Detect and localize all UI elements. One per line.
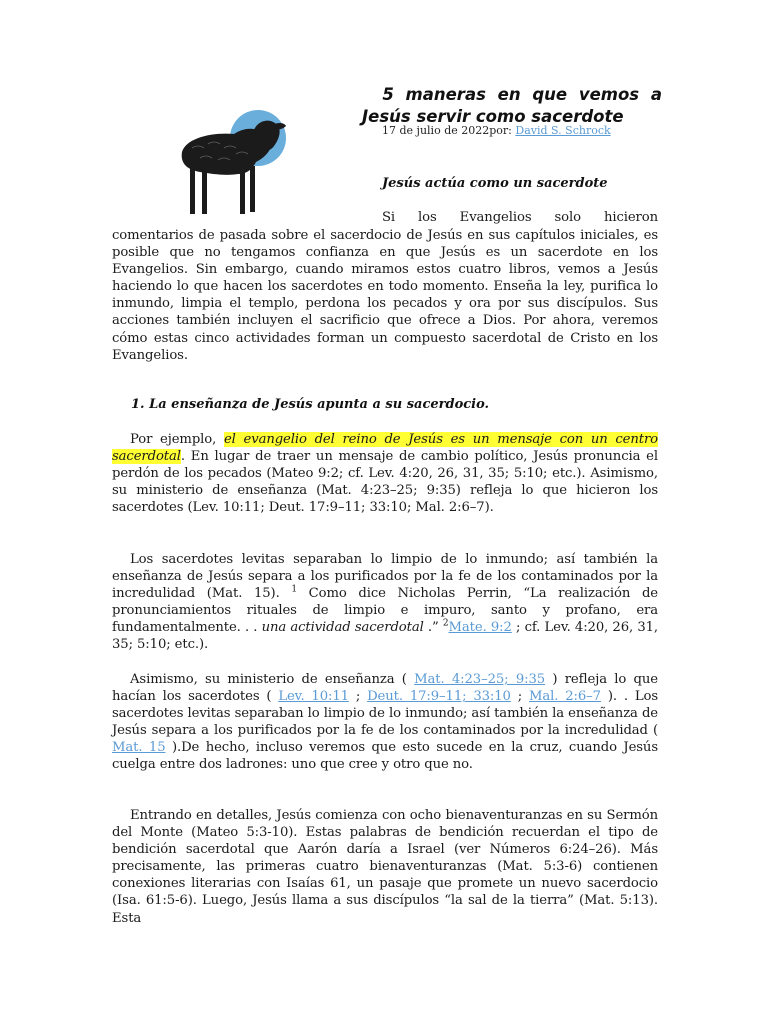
scripture-link[interactable]: Lev. 10:11 — [278, 689, 349, 705]
author-link[interactable]: David S. Schrock — [515, 124, 611, 137]
title-line-2: Jesús servir como sacerdote — [362, 107, 624, 126]
section-heading: Jesús actúa como un sacerdote — [382, 176, 608, 191]
lamb-leg — [250, 166, 255, 212]
paragraph-text: Los sacerdotes levitas separaban lo limpio de lo inmundo; así también la enseñanza de Jesús separa a los purificados por la fe de los contaminados por la incredulidad (Mat. 15). — [112, 552, 658, 602]
article-title — [362, 84, 662, 128]
lamb-leg — [202, 170, 207, 214]
lamb-leg — [240, 168, 245, 214]
scripture-link[interactable]: Mate. 9:2 — [448, 620, 512, 636]
paragraph-ministry — [112, 671, 658, 774]
scripture-link[interactable]: Deut. 17:9–11; 33:10 — [367, 689, 511, 705]
paragraph-teaching — [112, 431, 658, 516]
paragraph-text: ). . Los sacerdotes levitas separaban lo limpio de lo inmundo; así también la enseñanza de Jesús separa a los purificados por la fe de los contaminados por la incredulidad ( — [112, 689, 659, 739]
paragraph-text: Como dice Nicholas Perrin, “La realización de pronunciamientos rituales de limpio e impuro, santo y profano, era fundamentalmente. . . — [112, 586, 658, 636]
paragraph-intro — [112, 227, 658, 364]
highlighted-text: el evangelio del reino de Jesús es un mensaje con un centro sacerdotal — [112, 432, 658, 465]
paragraph-text: .” — [423, 620, 443, 636]
paragraph-text: ; — [348, 689, 368, 705]
lamb-illustration — [172, 108, 348, 222]
italic-text: una actividad sacerdotal — [261, 620, 424, 636]
paragraph-text: ).De hecho, incluso veremos que esto sucede en la cruz, cuando Jesús cuelga entre dos ladrones: uno que cree y otro que no. — [112, 740, 658, 773]
scripture-link[interactable]: Mat. 4:23–25; 9:35 — [414, 672, 546, 687]
article-meta — [382, 124, 611, 137]
paragraph-levites — [112, 551, 658, 654]
title-line-1: 5 maneras en que vemos a — [382, 85, 662, 104]
scripture-link[interactable]: Mat. 15 — [112, 740, 166, 756]
footnote-marker[interactable]: 1 — [291, 584, 297, 595]
paragraph-text: Por ejemplo, — [130, 432, 224, 447]
paragraph-text: ; cf. Lev. 4:20, 26, 31, 35; 5:10; etc.). — [112, 620, 658, 653]
paragraph-intro-first-line — [382, 209, 658, 226]
footnote-marker[interactable]: 2 — [442, 618, 449, 629]
scripture-link[interactable]: Mal. 2:6–7 — [528, 689, 601, 705]
lamb-leg — [190, 168, 195, 214]
paragraph-text: Asimismo, su ministerio de enseñanza ( — [130, 672, 415, 687]
numbered-heading: 1. La enseñanza de Jesús apunta a su sacerdocio. — [131, 397, 490, 412]
paragraph-beatitudes — [112, 807, 658, 927]
article-date: 17 de julio de 2022 — [382, 124, 490, 137]
paragraph-text: ; — [510, 689, 529, 705]
by-label: por: — [489, 124, 512, 137]
paragraph-text: Si los Evangelios solo hicieron — [382, 210, 658, 225]
paragraph-text: Entrando en detalles, Jesús comienza con ocho bienaventuranzas en su Sermón del Monte (Mateo 5:3-10). Estas palabras de bendición recuerdan el tipo de bendición sacerdotal que Aarón daría a Israel (ver Números 6:24–26). Más precisamente, las primeras cuatro bienaventuranzas (Mat. 5:3-6) contienen conexiones literarias con Isaías 61, un pasaje que promete un nuevo sacerdocio (Isa. 61:5-6). Luego, Jesús llama a sus discípulos “la sal de la tierra” (Mat. 5:13). Esta — [112, 808, 658, 926]
paragraph-text: comentarios de pasada sobre el sacerdocio de Jesús en sus capítulos iniciales, es posible que no tengamos confianza en que Jesús es un sacerdote en los Evangelios. Sin embargo, cuando miramos estos cuatro libros, vemos a Jesús haciendo lo que hacen los sacerdotes en todo momento. Enseña la ley, purifica lo inmundo, limpia el templo, perdona los pecados y ora por sus discípulos. Sus acciones también incluyen el sacrificio que ofrece a Dios. Por ahora, veremos cómo estas cinco actividades forman un compuesto sacerdotal de Cristo en los Evangelios. — [112, 228, 658, 363]
paragraph-text: ) refleja lo que hacían los sacerdotes ( — [112, 672, 658, 705]
paragraph-text: . En lugar de traer un mensaje de cambio político, Jesús pronuncia el perdón de los pecados (Mateo 9:2; cf. Lev. 4:20, 26, 31, 35; 5:10; etc.). Asimismo, su ministerio de enseñanza (Mat. 4:23–25; 9:35) refleja lo que hicieron los sacerdotes (Lev. 10:11; Deut. 17:9–11; 33:10; Mal. 2:6–7). — [112, 449, 658, 516]
